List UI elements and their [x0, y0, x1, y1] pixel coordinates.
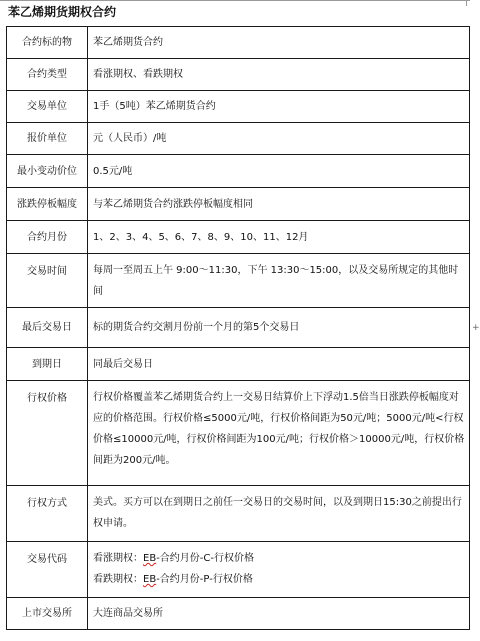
row-label-price-limit: 涨跌停板幅度 [7, 188, 88, 221]
row-label-exchange: 上市交易所 [7, 598, 88, 630]
row-label-exercise-style: 行权方式 [7, 486, 88, 542]
document-title: 苯乙烯期货期权合约 [8, 5, 117, 19]
row-value-strike-price: 行权价格覆盖苯乙烯期货合约上一交易日结算价上下浮动1.5倍当日涨跌停板幅度对应的价格范围。行权价格≤5000元/吨，行权价格间距为50元/吨；5000元/吨<行权价格≤10000元/吨，行权价格间距为100元/吨；行权价格＞10000元/吨，行权价格间距为200元/吨。 [88, 381, 470, 486]
page-top-border [0, 0, 470, 1]
table-row [7, 254, 470, 308]
row-value-price-limit: 与苯乙烯期货合约涨跌停板幅度相同 [88, 188, 470, 221]
ticker-code-put-suffix: -合约月份-P-行权价格 [156, 574, 253, 585]
table-row [7, 348, 470, 381]
table-row [7, 308, 470, 348]
ticker-code-put-prefix: 看跌期权： [93, 574, 143, 585]
table-row [7, 542, 470, 598]
ticker-code-call-suffix: -合约月份-C-行权价格 [156, 553, 254, 564]
row-label-last-trading-day: 最后交易日 [7, 308, 88, 348]
table-row [7, 381, 470, 486]
table-row [7, 221, 470, 254]
ticker-code-call-symbol: EB [143, 553, 157, 564]
row-label-strike-price: 行权价格 [7, 381, 88, 486]
ticker-code-put-symbol: EB [143, 574, 157, 585]
row-label-ticker-code: 交易代码 [7, 542, 88, 598]
row-label-option-type: 合约类型 [7, 59, 88, 91]
table-row [7, 486, 470, 542]
ticker-code-put [93, 569, 465, 590]
row-value-exercise-style: 美式。买方可以在到期日之前任一交易日的交易时间，以及到期日15:30之前提出行权申请。 [88, 486, 470, 542]
table-row [7, 91, 470, 123]
row-value-exchange: 大连商品交易所 [88, 598, 470, 630]
row-value-quote-unit: 元（人民币）/吨 [88, 123, 470, 155]
row-value-trading-hours: 每周一至周五上午 9:00～11:30，下午 13:30～15:00，以及交易所规定的其他时间 [88, 254, 470, 308]
row-label-expiration-day: 到期日 [7, 348, 88, 381]
table-row [7, 188, 470, 221]
row-value-last-trading-day: 标的期货合约交割月份前一个月的第5个交易日 [88, 308, 470, 348]
table-row [7, 59, 470, 91]
table-row [7, 27, 470, 59]
row-value-tick-size: 0.5元/吨 [88, 155, 470, 188]
row-label-trading-hours: 交易时间 [7, 254, 88, 308]
page-corner-mark [466, 0, 467, 6]
table-row [7, 123, 470, 155]
ticker-code-call [93, 548, 465, 569]
table-row [7, 155, 470, 188]
row-value-option-type: 看涨期权、看跌期权 [88, 59, 470, 91]
row-label-quote-unit: 报价单位 [7, 123, 88, 155]
row-value-contract-months: 1、2、3、4、5、6、7、8、9、10、11、12月 [88, 221, 470, 254]
table-resize-handle[interactable]: + [472, 323, 480, 333]
row-label-trading-unit: 交易单位 [7, 91, 88, 123]
row-value-expiration-day: 同最后交易日 [88, 348, 470, 381]
row-value-ticker-code [88, 542, 470, 598]
row-label-contract-months: 合约月份 [7, 221, 88, 254]
contract-spec-table [6, 26, 470, 630]
row-value-trading-unit: 1手（5吨）苯乙烯期货合约 [88, 91, 470, 123]
ticker-code-call-prefix: 看涨期权： [93, 553, 143, 564]
row-label-tick-size: 最小变动价位 [7, 155, 88, 188]
row-value-underlying: 苯乙烯期货合约 [88, 27, 470, 59]
table-row [7, 598, 470, 630]
row-label-underlying: 合约标的物 [7, 27, 88, 59]
